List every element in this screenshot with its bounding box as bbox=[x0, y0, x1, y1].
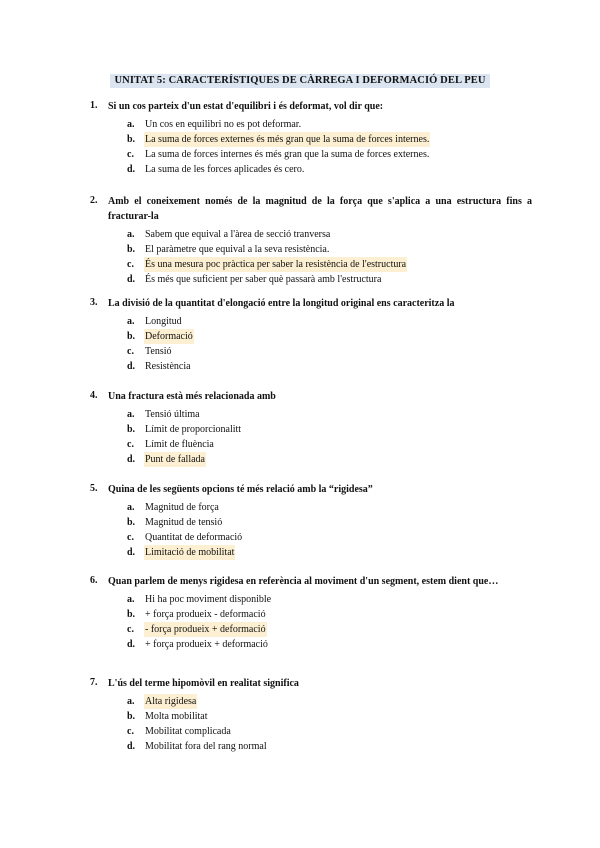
correct-answer-highlight: Deformació bbox=[145, 331, 193, 342]
option-letter: c. bbox=[127, 346, 134, 357]
option-list bbox=[92, 117, 532, 177]
option-5-c bbox=[92, 530, 532, 545]
option-letter: c. bbox=[127, 624, 134, 635]
option-letter: a. bbox=[127, 502, 135, 513]
question-number: 3. bbox=[90, 297, 98, 308]
question-2 bbox=[92, 194, 532, 287]
option-letter: a. bbox=[127, 409, 135, 420]
option-list bbox=[92, 407, 532, 467]
option-text: Mobilitat complicada bbox=[145, 726, 231, 737]
question-text: Si un cos parteix d'un estat d'equilibri i és deformat, vol dir que: bbox=[108, 101, 384, 112]
option-text: Quantitat de deformació bbox=[145, 532, 243, 543]
option-text: La suma de forces internes és més gran que la suma de forces externes. bbox=[145, 149, 430, 160]
option-4-b bbox=[92, 422, 532, 437]
option-letter: b. bbox=[127, 711, 136, 722]
option-2-d bbox=[92, 272, 532, 287]
option-2-b bbox=[92, 242, 532, 257]
option-letter: c. bbox=[127, 149, 134, 160]
option-1-a bbox=[92, 117, 532, 132]
question-text: Amb el coneixement només de la magnitud de la força que s'aplica a una estructura fins a fracturar-la bbox=[108, 196, 532, 222]
page-title: UNITAT 5: CARACTERÍSTIQUES DE CÀRREGA I DEFORMACIÓ DEL PEU bbox=[110, 74, 489, 88]
option-4-a bbox=[92, 407, 532, 422]
question-number: 1. bbox=[90, 100, 98, 111]
option-3-d bbox=[92, 359, 532, 374]
correct-answer-highlight: És una mesura poc pràctica per saber la resistència de l'estructura bbox=[145, 259, 407, 270]
option-letter: a. bbox=[127, 119, 135, 130]
option-letter: d. bbox=[127, 547, 136, 558]
option-text: + força produeix - deformació bbox=[145, 609, 266, 620]
option-5-d bbox=[92, 545, 532, 560]
option-letter: a. bbox=[127, 594, 135, 605]
correct-answer-highlight: Alta rigidesa bbox=[145, 696, 197, 707]
option-1-b bbox=[92, 132, 532, 147]
option-text: És més que suficient per saber què passarà amb l'estructura bbox=[145, 274, 382, 285]
question-number: 7. bbox=[90, 677, 98, 688]
option-text: Longitud bbox=[145, 316, 182, 327]
question-number: 4. bbox=[90, 390, 98, 401]
option-7-b bbox=[92, 709, 532, 724]
question-number: 5. bbox=[90, 483, 98, 494]
option-1-c bbox=[92, 147, 532, 162]
option-4-d bbox=[92, 452, 532, 467]
option-7-c bbox=[92, 724, 532, 739]
question-3 bbox=[92, 296, 532, 374]
option-list bbox=[92, 500, 532, 560]
question-text: Quina de les següents opcions té més relació amb la “rigidesa” bbox=[108, 484, 373, 495]
option-3-b bbox=[92, 329, 532, 344]
option-text: Sabem que equival a l'àrea de secció tranversa bbox=[145, 229, 331, 240]
option-text: Resistència bbox=[145, 361, 191, 372]
option-text: Límit de proporcionalitt bbox=[145, 424, 242, 435]
option-letter: d. bbox=[127, 164, 136, 175]
correct-answer-highlight: Punt de fallada bbox=[145, 454, 205, 465]
question-1 bbox=[92, 99, 532, 177]
option-letter: b. bbox=[127, 244, 136, 255]
option-7-d bbox=[92, 739, 532, 754]
option-text: Un cos en equilibri no es pot deformar. bbox=[145, 119, 302, 130]
question-6 bbox=[92, 574, 532, 652]
option-3-a bbox=[92, 314, 532, 329]
option-letter: b. bbox=[127, 609, 136, 620]
option-text: Tensió bbox=[145, 346, 172, 357]
question-text: Quan parlem de menys rigidesa en referència al moviment d'un segment, estem dient que… bbox=[108, 576, 499, 587]
question-text: Una fractura està més relacionada amb bbox=[108, 391, 276, 402]
option-6-b bbox=[92, 607, 532, 622]
option-text: Límit de fluència bbox=[145, 439, 214, 450]
option-list bbox=[92, 227, 532, 287]
option-letter: c. bbox=[127, 726, 134, 737]
option-text: Mobilitat fora del rang normal bbox=[145, 741, 267, 752]
option-letter: c. bbox=[127, 439, 134, 450]
option-letter: a. bbox=[127, 696, 135, 707]
question-number: 6. bbox=[90, 575, 98, 586]
question-text: L'ús del terme hipomòvil en realitat significa bbox=[108, 678, 299, 689]
option-list bbox=[92, 592, 532, 652]
option-letter: d. bbox=[127, 639, 136, 650]
question-5 bbox=[92, 482, 532, 560]
option-text: El paràmetre que equival a la seva resistència. bbox=[145, 244, 330, 255]
option-letter: d. bbox=[127, 361, 136, 372]
option-2-c bbox=[92, 257, 532, 272]
option-4-c bbox=[92, 437, 532, 452]
option-6-c bbox=[92, 622, 532, 637]
option-letter: d. bbox=[127, 741, 136, 752]
option-list bbox=[92, 694, 532, 754]
option-text: Hi ha poc moviment disponible bbox=[145, 594, 272, 605]
question-text: La divisió de la quantitat d'elongació entre la longitud original ens caracteritza la bbox=[108, 298, 455, 309]
title-wrapper bbox=[0, 70, 600, 88]
option-text: Molta mobilitat bbox=[145, 711, 208, 722]
option-letter: a. bbox=[127, 316, 135, 327]
option-letter: d. bbox=[127, 274, 136, 285]
option-list bbox=[92, 314, 532, 374]
question-4 bbox=[92, 389, 532, 467]
option-letter: b. bbox=[127, 134, 136, 145]
option-3-c bbox=[92, 344, 532, 359]
question-number: 2. bbox=[90, 195, 98, 206]
option-letter: c. bbox=[127, 259, 134, 270]
option-1-d bbox=[92, 162, 532, 177]
option-letter: b. bbox=[127, 331, 136, 342]
option-text: Magnitud de tensió bbox=[145, 517, 223, 528]
option-letter: c. bbox=[127, 532, 134, 543]
option-5-b bbox=[92, 515, 532, 530]
option-letter: b. bbox=[127, 424, 136, 435]
option-6-d bbox=[92, 637, 532, 652]
correct-answer-highlight: La suma de forces externes és més gran que la suma de forces internes. bbox=[145, 134, 430, 145]
option-letter: a. bbox=[127, 229, 135, 240]
option-text: + força produeix + deformació bbox=[145, 639, 268, 650]
question-7 bbox=[92, 676, 532, 754]
option-letter: b. bbox=[127, 517, 136, 528]
correct-answer-highlight: - força produeix + deformació bbox=[145, 624, 266, 635]
correct-answer-highlight: Limitació de mobilitat bbox=[145, 547, 235, 558]
option-5-a bbox=[92, 500, 532, 515]
option-7-a bbox=[92, 694, 532, 709]
option-letter: d. bbox=[127, 454, 136, 465]
option-6-a bbox=[92, 592, 532, 607]
option-text: La suma de les forces aplicades és cero. bbox=[145, 164, 305, 175]
option-2-a bbox=[92, 227, 532, 242]
option-text: Tensió última bbox=[145, 409, 200, 420]
option-text: Magnitud de força bbox=[145, 502, 219, 513]
